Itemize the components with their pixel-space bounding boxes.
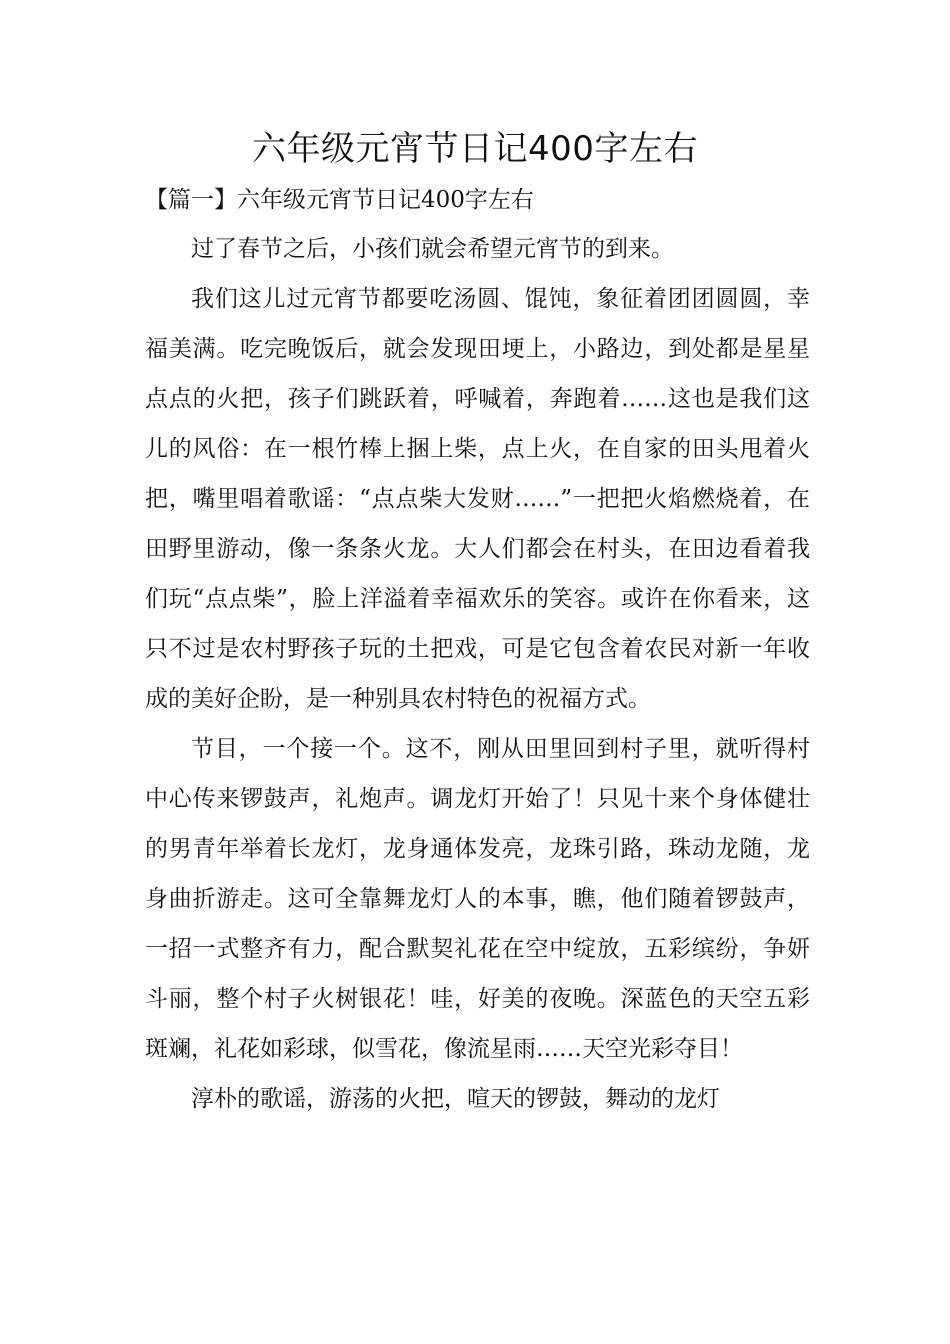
- document-body: [145, 178, 810, 1124]
- paragraph-2: 我们这儿过元宵节都要吃汤圆、馄饨，象征着团团圆圆，幸福美满。吃完晚饭后，就会发现田埂上，小路边，到处都是星星点点的火把，孩子们跳跃着，呼喊着，奔跑着……这也是我们这儿的风俗：在一根竹棒上捆上柴，点上火，在自家的田头甩着火把，嘴里唱着歌谣：“点点柴大发财……”一把把火焰燃烧着，在田野里游动，像一条条火龙。大人们都会在村头，在田边看着我们玩“点点柴”，脸上洋溢着幸福欢乐的笑容。或许在你看来，这只不过是农村野孩子玩的土把戏，可是它包含着农民对新一年收成的美好企盼，是一种别具农村特色的祝福方式。: [145, 286, 810, 712]
- paragraph-3: 节目，一个接一个。这不，刚从田里回到村子里，就听得村中心传来锣鼓声，礼炮声。调龙灯开始了！只见十来个身体健壮的男青年举着长龙灯，龙身通体发亮，龙珠引路，珠动龙随，龙身曲折游走。这可全靠舞龙灯人的本事，瞧，他们随着锣鼓声，一招一式整齐有力，配合默契礼花在空中绽放，五彩缤纷，争妍斗丽，整个村子火树银花！哇，好美的夜晚。深蓝色的天空五彩斑斓，礼花如彩球，似雪花，像流星雨……天空光彩夺目！: [145, 736, 810, 1062]
- document-title: 六年级元宵节日记400字左右: [252, 129, 698, 169]
- paragraph-4: 淳朴的歌谣，游荡的火把，喧天的锣鼓，舞动的龙灯: [191, 1086, 720, 1112]
- paragraph-1: 过了春节之后，小孩们就会希望元宵节的到来。: [191, 236, 674, 262]
- section-heading: 【篇一】六年级元宵节日记400字左右: [145, 187, 534, 213]
